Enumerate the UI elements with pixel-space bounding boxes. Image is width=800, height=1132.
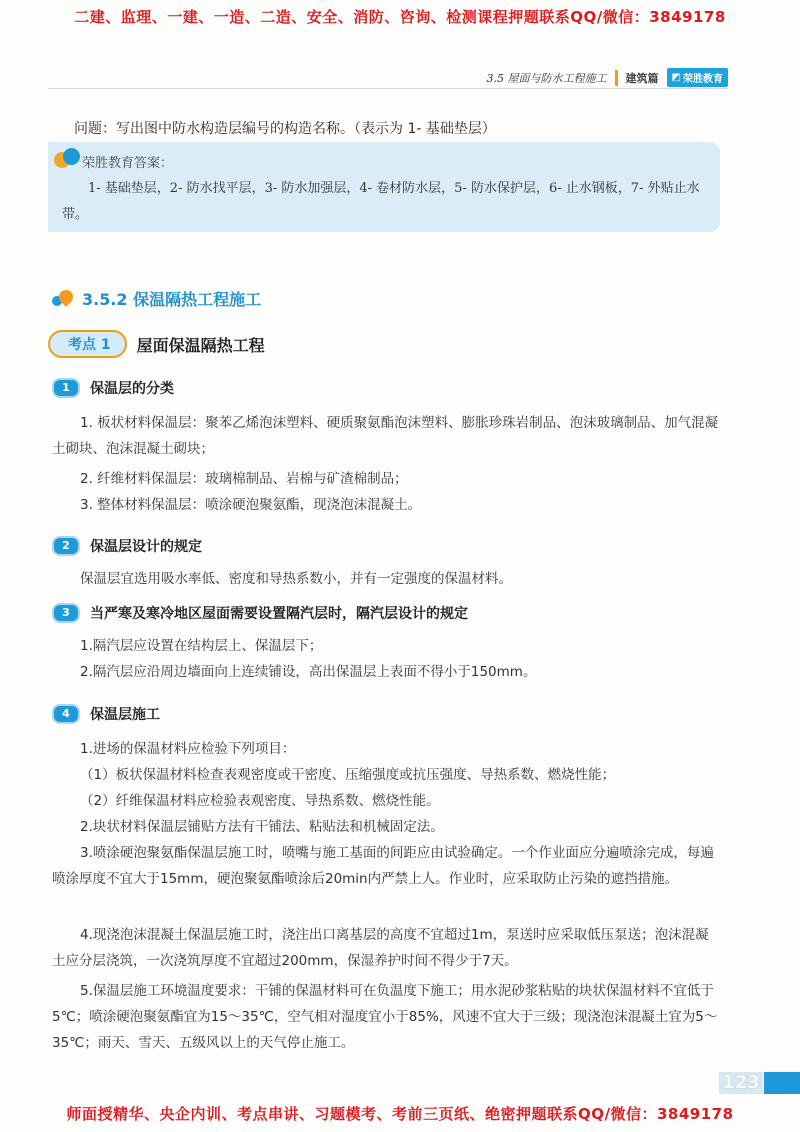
- subsection-heading-1: [52, 378, 174, 398]
- subsection-number: 2: [52, 536, 80, 556]
- header-rule: [48, 88, 728, 89]
- page-number: 123: [719, 1072, 763, 1094]
- paragraph: 5.保温层施工环境温度要求：干铺的保温材料可在负温度下施工；用水泥砂浆粘贴的块状保温材料不宜低于5℃；喷涂硬泡聚氨酯宜为15～35℃，空气相对湿度宜小于85%，风速不宜大于三级；现浇泡沫混凝土宜为5～35℃；雨天、雪天、五级风以上的天气停止施工。: [52, 983, 718, 1051]
- running-header: [487, 68, 728, 87]
- subsection-heading-4: [52, 704, 160, 724]
- paragraph: （2）纤维保温材料应检验表观密度、导热系数、燃烧性能。: [80, 793, 440, 809]
- paragraph: 2.隔汽层应沿周边墙面向上连续铺设，高出保温层上表面不得小于150mm。: [80, 664, 537, 680]
- question-text: 问题：写出图中防水构造层编号的构造名称。（表示为 1- 基础垫层）: [74, 121, 496, 137]
- paragraph: 3. 整体材料保温层：喷涂硬泡聚氨酯，现浇泡沫混凝土。: [80, 497, 422, 513]
- subsection-title: 当严寒及寒冷地区屋面需要设置隔汽层时，隔汽层设计的规定: [90, 606, 468, 622]
- header-category: 建筑篇: [625, 71, 659, 85]
- location-pin-icon: [52, 288, 74, 310]
- subsection-heading-2: [52, 536, 202, 556]
- subsection-number: 4: [52, 704, 80, 724]
- brand-name: 荣胜教育: [683, 74, 723, 85]
- paragraph: 2. 纤维材料保温层：玻璃棉制品、岩棉与矿渣棉制品；: [80, 471, 408, 487]
- paragraph: 3.喷涂硬泡聚氨酯保温层施工时，喷嘴与施工基面的间距应由试验确定。一个作业面应分遍喷涂完成，每遍喷涂厚度不宜大于15mm，硬泡聚氨酯喷涂后20min内严禁上人。作业时，应采取防止污染的遮挡措施。: [52, 845, 714, 887]
- paragraph: 4.现浇泡沫混凝土保温层施工时，浇注出口离基层的高度不宜超过1m，泵送时应采取低压泵送；泡沫混凝土应分层浇筑，一次浇筑厚度不宜超过200mm，保湿养护时间不得少于7天。: [52, 927, 709, 969]
- paragraph: 2.块状材料保温层铺贴方法有干铺法、粘贴法和机械固定法。: [80, 819, 444, 835]
- paragraph: 1.隔汽层应设置在结构层上、保温层下；: [80, 638, 323, 654]
- subsection-number: 3: [52, 603, 80, 623]
- subsection-title: 保温层施工: [90, 707, 160, 723]
- kaodian-tag: 考点 1: [48, 330, 127, 358]
- subsection-heading-3: [52, 603, 468, 623]
- subsection-number: 1: [52, 378, 80, 398]
- kaodian-heading: [48, 330, 265, 358]
- cloud-icon: [54, 148, 80, 170]
- answer-text: 1- 基础垫层，2- 防水找平层，3- 防水加强层，4- 卷材防水层，5- 防水保护层，6- 止水钢板，7- 外贴止水带。: [62, 181, 700, 222]
- header-divider: [615, 70, 618, 86]
- section-heading: [52, 287, 261, 310]
- answer-box: [48, 142, 720, 232]
- paragraph: （1）板状保温材料检查表观密度或干密度、压缩强度或抗压强度、导热系数、燃烧性能；: [80, 767, 616, 783]
- subsection-title: 保温层设计的规定: [90, 539, 202, 555]
- brand-logo-icon: ◩: [671, 72, 681, 83]
- page-corner-tab: [764, 1072, 800, 1094]
- promo-banner-top: 二建、监理、一建、一造、二造、安全、消防、咨询、检测课程押题联系QQ/微信：3849178: [74, 8, 726, 26]
- subsection-title: 保温层的分类: [90, 381, 174, 397]
- kaodian-title: 屋面保温隔热工程: [136, 335, 265, 355]
- section-heading-text: 3.5.2 保温隔热工程施工: [82, 290, 262, 309]
- header-section: 3.5 屋面与防水工程施工: [486, 71, 607, 85]
- brand-badge: [667, 68, 728, 87]
- answer-title: 荣胜教育答案：: [82, 156, 174, 171]
- paragraph: 1. 板状材料保温层：聚苯乙烯泡沫塑料、硬质聚氨酯泡沫塑料、膨胀珍珠岩制品、泡沫玻璃制品、加气混凝土砌块、泡沫混凝土砌块；: [52, 415, 719, 457]
- promo-banner-bottom: 师面授精华、央企内训、考点串讲、习题模考、考前三页纸、绝密押题联系QQ/微信：3849178: [66, 1105, 734, 1123]
- paragraph: 保温层宜选用吸水率低、密度和导热系数小，并有一定强度的保温材料。: [80, 571, 512, 587]
- paragraph: 1.进场的保温材料应检验下列项目：: [80, 741, 296, 757]
